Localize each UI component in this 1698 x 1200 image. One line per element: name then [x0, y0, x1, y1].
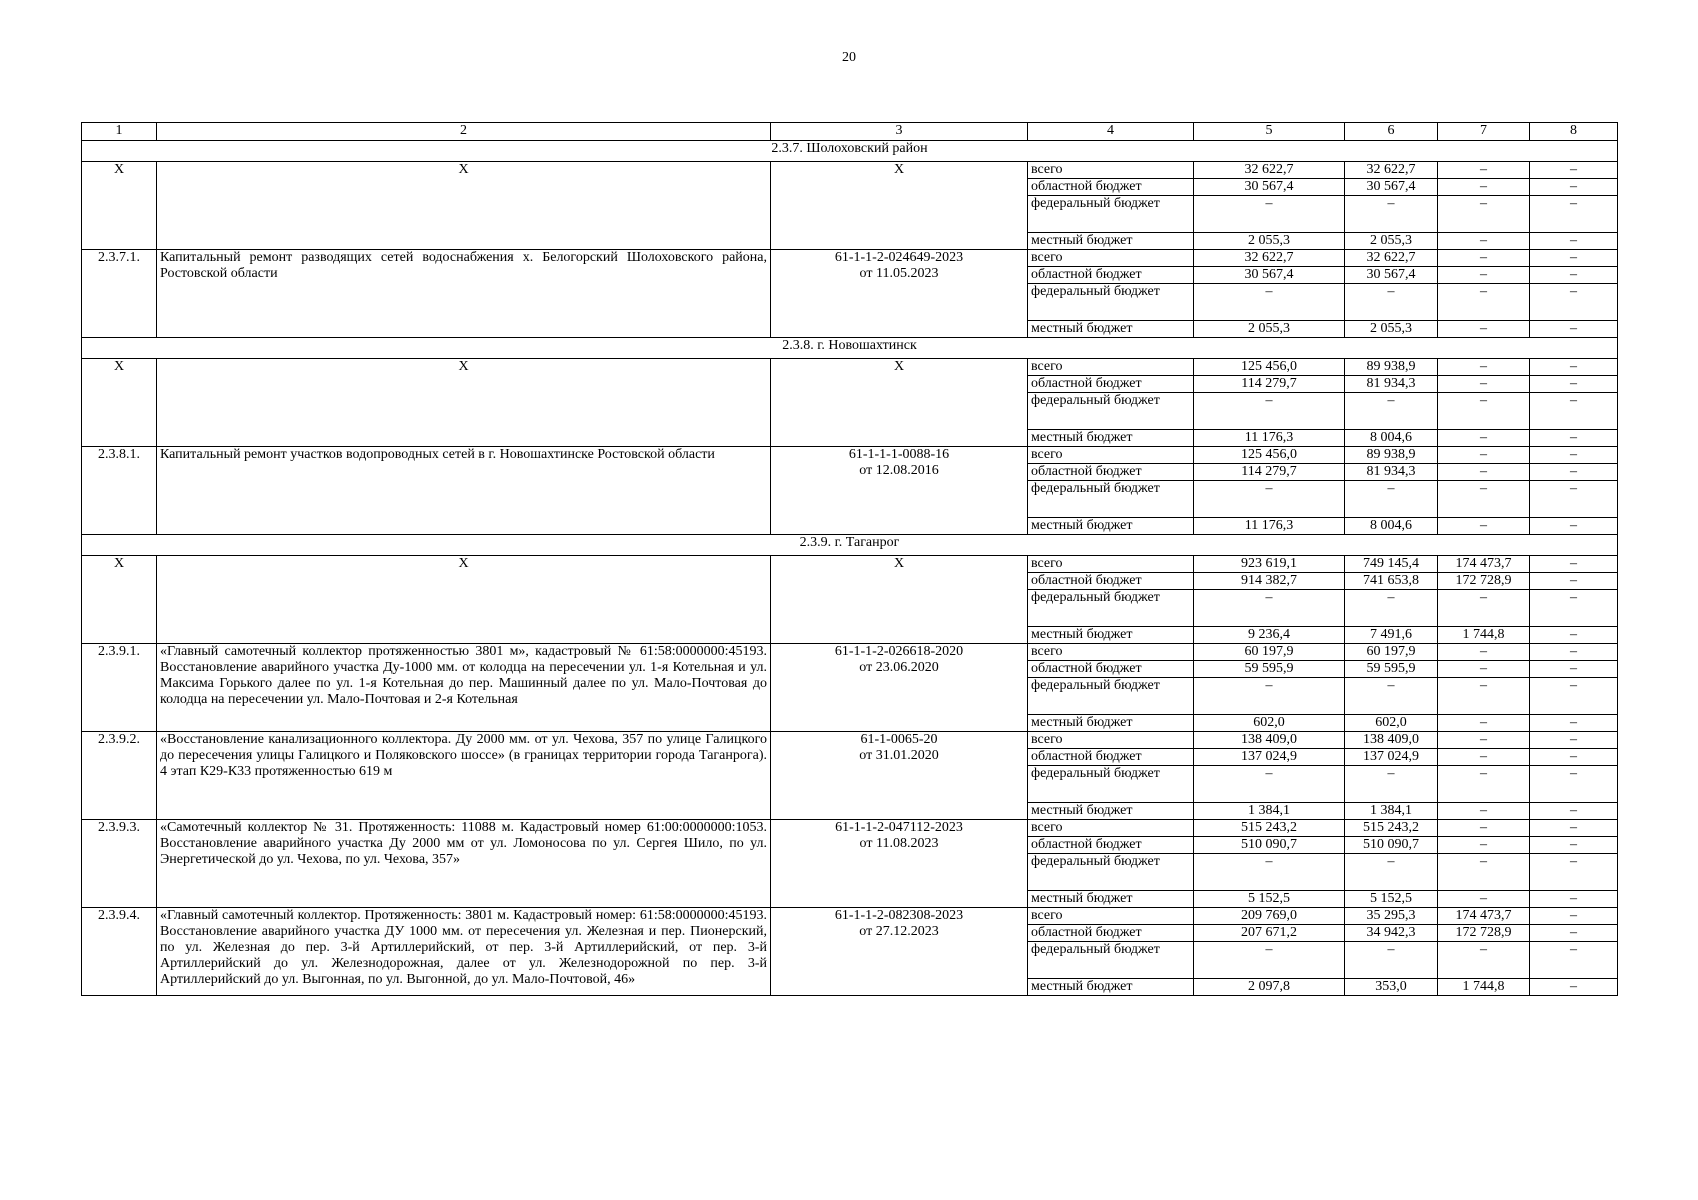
amount-cell: – — [1438, 942, 1530, 979]
amount-cell: 81 934,3 — [1345, 376, 1438, 393]
amount-cell: – — [1438, 820, 1530, 837]
project-row — [82, 447, 1618, 464]
amount-cell: – — [1438, 854, 1530, 891]
row-code: 2.3.9.3. — [82, 820, 157, 908]
registration-date: от 11.08.2023 — [859, 836, 939, 851]
column-header: 3 — [771, 123, 1028, 141]
amount-cell: – — [1438, 284, 1530, 321]
registration-number: X — [893, 556, 905, 571]
row-code: 2.3.9.4. — [82, 908, 157, 996]
amount-cell: 35 295,3 — [1345, 908, 1438, 925]
amount-cell: 34 942,3 — [1345, 925, 1438, 942]
registration-cell — [771, 908, 1028, 996]
row-code: X — [82, 162, 157, 250]
funding-source: местный бюджет — [1028, 518, 1194, 535]
funding-source: всего — [1028, 732, 1194, 749]
funding-source: федеральный бюджет — [1028, 678, 1194, 715]
amount-cell: – — [1530, 196, 1618, 233]
amount-cell: – — [1530, 678, 1618, 715]
amount-cell: – — [1530, 854, 1618, 891]
amount-cell: 515 243,2 — [1345, 820, 1438, 837]
funding-source: всего — [1028, 820, 1194, 837]
section-row — [82, 338, 1618, 359]
amount-cell: – — [1438, 766, 1530, 803]
amount-cell: – — [1194, 678, 1345, 715]
amount-cell: 81 934,3 — [1345, 464, 1438, 481]
funding-source: всего — [1028, 447, 1194, 464]
funding-source: местный бюджет — [1028, 321, 1194, 338]
column-header: 5 — [1194, 123, 1345, 141]
amount-cell: – — [1438, 732, 1530, 749]
funding-source: федеральный бюджет — [1028, 284, 1194, 321]
amount-cell: – — [1194, 284, 1345, 321]
funding-source: всего — [1028, 644, 1194, 661]
amount-cell: 172 728,9 — [1438, 925, 1530, 942]
registration-cell — [771, 359, 1028, 447]
amount-cell: – — [1438, 376, 1530, 393]
amount-cell: – — [1194, 196, 1345, 233]
registration-number: 61-1-0065-20 — [860, 732, 938, 747]
funding-source: областной бюджет — [1028, 376, 1194, 393]
project-row — [82, 250, 1618, 267]
amount-cell: – — [1530, 661, 1618, 678]
project-name: «Восстановление канализационного коллектора. Ду 2000 мм. от ул. Чехова, 357 по улице Галицкого до пересечения улицы Галицкого и Поляковского шоссе» (в границах территории города Таганрога). 4 этап К29-К33 протяженностью 619 м — [157, 732, 771, 820]
project-name: Капитальный ремонт разводящих сетей водоснабжения х. Белогорский Шолоховского района, Ростовской области — [157, 250, 771, 338]
funding-source: федеральный бюджет — [1028, 393, 1194, 430]
funding-source: областной бюджет — [1028, 661, 1194, 678]
amount-cell: 1 744,8 — [1438, 627, 1530, 644]
amount-cell: – — [1530, 803, 1618, 820]
amount-cell: 174 473,7 — [1438, 556, 1530, 573]
amount-cell: – — [1530, 644, 1618, 661]
amount-cell: – — [1530, 376, 1618, 393]
amount-cell: 137 024,9 — [1345, 749, 1438, 766]
project-name: Капитальный ремонт участков водопроводных сетей в г. Новошахтинске Ростовской области — [157, 447, 771, 535]
amount-cell: – — [1438, 749, 1530, 766]
funding-source: областной бюджет — [1028, 464, 1194, 481]
registration-cell — [771, 447, 1028, 535]
amount-cell: – — [1194, 590, 1345, 627]
amount-cell: – — [1438, 518, 1530, 535]
section-title: 2.3.7. Шолоховский район — [82, 141, 1618, 162]
amount-cell: – — [1530, 481, 1618, 518]
row-code: 2.3.8.1. — [82, 447, 157, 535]
amount-cell: 137 024,9 — [1194, 749, 1345, 766]
amount-cell: – — [1530, 627, 1618, 644]
funding-source: федеральный бюджет — [1028, 942, 1194, 979]
registration-cell — [771, 250, 1028, 338]
funding-source: областной бюджет — [1028, 179, 1194, 196]
amount-cell: – — [1438, 359, 1530, 376]
amount-cell: – — [1438, 179, 1530, 196]
amount-cell: – — [1530, 518, 1618, 535]
amount-cell: 125 456,0 — [1194, 359, 1345, 376]
funding-source: областной бюджет — [1028, 837, 1194, 854]
registration-cell — [771, 732, 1028, 820]
project-name: X — [157, 556, 771, 644]
financing-table — [81, 122, 1618, 996]
column-header: 1 — [82, 123, 157, 141]
amount-cell: – — [1438, 162, 1530, 179]
amount-cell: – — [1530, 715, 1618, 732]
amount-cell: 8 004,6 — [1345, 430, 1438, 447]
project-name: «Главный самотечный коллектор протяженностью 3801 м», кадастровый № 61:58:0000000:45193. Восстановление аварийного участка Ду-1000 мм. от колодца на пересечении ул. 1-я Котельная и ул. Максима Горького далее по ул. 1-я Котельная до пер. Машинный далее по ул. Мало-Почтовая до колодца на пересечении ул. Мало-Почтовая и 2-я Котельная — [157, 644, 771, 732]
amount-cell: – — [1438, 233, 1530, 250]
row-code: 2.3.7.1. — [82, 250, 157, 338]
amount-cell: – — [1194, 854, 1345, 891]
amount-cell: 8 004,6 — [1345, 518, 1438, 535]
funding-source: всего — [1028, 162, 1194, 179]
amount-cell: – — [1438, 678, 1530, 715]
amount-cell: 11 176,3 — [1194, 518, 1345, 535]
amount-cell: – — [1530, 179, 1618, 196]
funding-source: областной бюджет — [1028, 267, 1194, 284]
amount-cell: 138 409,0 — [1194, 732, 1345, 749]
amount-cell: 32 622,7 — [1194, 162, 1345, 179]
amount-cell: 914 382,7 — [1194, 573, 1345, 590]
amount-cell: 5 152,5 — [1345, 891, 1438, 908]
section-title: 2.3.8. г. Новошахтинск — [82, 338, 1618, 359]
header-row — [82, 123, 1618, 141]
amount-cell: – — [1345, 854, 1438, 891]
amount-cell: – — [1530, 766, 1618, 803]
funding-source: федеральный бюджет — [1028, 481, 1194, 518]
amount-cell: 353,0 — [1345, 979, 1438, 996]
project-name: X — [157, 162, 771, 250]
amount-cell: 30 567,4 — [1194, 267, 1345, 284]
amount-cell: 9 236,4 — [1194, 627, 1345, 644]
amount-cell: 1 384,1 — [1194, 803, 1345, 820]
project-name: «Самотечный коллектор № 31. Протяженность: 11088 м. Кадастровый номер 61:00:0000000:1053. Восстановление аварийного участка Ду 2000 мм от ул. Ломоносова по ул. Сергея Шило, по ул. Энергетической до ул. Чехова, по ул. Чехова, 357» — [157, 820, 771, 908]
amount-cell: 30 567,4 — [1345, 179, 1438, 196]
amount-cell: – — [1438, 715, 1530, 732]
amount-cell: 11 176,3 — [1194, 430, 1345, 447]
amount-cell: 60 197,9 — [1194, 644, 1345, 661]
amount-cell: 602,0 — [1194, 715, 1345, 732]
amount-cell: – — [1530, 233, 1618, 250]
amount-cell: – — [1438, 837, 1530, 854]
row-code: X — [82, 556, 157, 644]
amount-cell: 172 728,9 — [1438, 573, 1530, 590]
amount-cell: 32 622,7 — [1345, 162, 1438, 179]
amount-cell: – — [1530, 732, 1618, 749]
column-header: 8 — [1530, 123, 1618, 141]
project-row — [82, 732, 1618, 749]
column-header: 2 — [157, 123, 771, 141]
amount-cell: – — [1438, 250, 1530, 267]
amount-cell: – — [1438, 644, 1530, 661]
amount-cell: 7 491,6 — [1345, 627, 1438, 644]
funding-source: всего — [1028, 556, 1194, 573]
amount-cell: – — [1438, 430, 1530, 447]
funding-source: федеральный бюджет — [1028, 590, 1194, 627]
registration-cell — [771, 162, 1028, 250]
amount-cell: – — [1530, 908, 1618, 925]
funding-source: областной бюджет — [1028, 573, 1194, 590]
amount-cell: 114 279,7 — [1194, 464, 1345, 481]
row-code: 2.3.9.1. — [82, 644, 157, 732]
amount-cell: 89 938,9 — [1345, 447, 1438, 464]
registration-number: X — [893, 359, 905, 374]
amount-cell: – — [1438, 393, 1530, 430]
registration-number: 61-1-1-1-0088-16 — [848, 447, 950, 462]
amount-cell: – — [1530, 393, 1618, 430]
amount-cell: – — [1345, 284, 1438, 321]
amount-cell: – — [1438, 267, 1530, 284]
amount-cell: 174 473,7 — [1438, 908, 1530, 925]
amount-cell: 89 938,9 — [1345, 359, 1438, 376]
amount-cell: – — [1345, 590, 1438, 627]
amount-cell: – — [1530, 284, 1618, 321]
column-header: 4 — [1028, 123, 1194, 141]
row-code: 2.3.9.2. — [82, 732, 157, 820]
amount-cell: – — [1530, 573, 1618, 590]
amount-cell: – — [1345, 196, 1438, 233]
registration-number: 61-1-1-2-024649-2023 — [834, 250, 964, 265]
amount-cell: 2 055,3 — [1194, 233, 1345, 250]
amount-cell: – — [1530, 590, 1618, 627]
amount-cell: 125 456,0 — [1194, 447, 1345, 464]
amount-cell: 32 622,7 — [1345, 250, 1438, 267]
column-header: 7 — [1438, 123, 1530, 141]
amount-cell: 510 090,7 — [1194, 837, 1345, 854]
amount-cell: – — [1438, 661, 1530, 678]
amount-cell: 114 279,7 — [1194, 376, 1345, 393]
amount-cell: – — [1438, 447, 1530, 464]
amount-cell: 5 152,5 — [1194, 891, 1345, 908]
amount-cell: 30 567,4 — [1345, 267, 1438, 284]
amount-cell: 59 595,9 — [1194, 661, 1345, 678]
funding-source: областной бюджет — [1028, 925, 1194, 942]
project-row — [82, 908, 1618, 925]
registration-number: 61-1-1-2-082308-2023 — [834, 908, 964, 923]
amount-cell: 207 671,2 — [1194, 925, 1345, 942]
amount-cell: 209 769,0 — [1194, 908, 1345, 925]
registration-date: от 11.05.2023 — [859, 266, 939, 281]
amount-cell: – — [1530, 250, 1618, 267]
funding-source: местный бюджет — [1028, 715, 1194, 732]
amount-cell: – — [1530, 464, 1618, 481]
registration-date: от 31.01.2020 — [859, 748, 939, 763]
amount-cell: – — [1438, 803, 1530, 820]
amount-cell: 2 055,3 — [1194, 321, 1345, 338]
section-title: 2.3.9. г. Таганрог — [82, 535, 1618, 556]
funding-source: всего — [1028, 250, 1194, 267]
amount-cell: 515 243,2 — [1194, 820, 1345, 837]
funding-source: всего — [1028, 908, 1194, 925]
amount-cell: – — [1530, 267, 1618, 284]
amount-cell: – — [1345, 481, 1438, 518]
amount-cell: – — [1345, 393, 1438, 430]
amount-cell: – — [1438, 321, 1530, 338]
amount-cell: 2 055,3 — [1345, 321, 1438, 338]
funding-source: местный бюджет — [1028, 233, 1194, 250]
amount-cell: – — [1438, 891, 1530, 908]
amount-cell: 1 384,1 — [1345, 803, 1438, 820]
funding-source: федеральный бюджет — [1028, 766, 1194, 803]
amount-cell: – — [1345, 942, 1438, 979]
total-row — [82, 556, 1618, 573]
amount-cell: – — [1438, 196, 1530, 233]
funding-source: местный бюджет — [1028, 891, 1194, 908]
amount-cell: 30 567,4 — [1194, 179, 1345, 196]
amount-cell: – — [1530, 942, 1618, 979]
amount-cell: – — [1530, 321, 1618, 338]
row-code: X — [82, 359, 157, 447]
amount-cell: – — [1530, 925, 1618, 942]
amount-cell: 923 619,1 — [1194, 556, 1345, 573]
funding-source: федеральный бюджет — [1028, 854, 1194, 891]
total-row — [82, 359, 1618, 376]
amount-cell: 741 653,8 — [1345, 573, 1438, 590]
funding-source: местный бюджет — [1028, 979, 1194, 996]
amount-cell: 32 622,7 — [1194, 250, 1345, 267]
amount-cell: – — [1530, 430, 1618, 447]
amount-cell: – — [1438, 481, 1530, 518]
amount-cell: 1 744,8 — [1438, 979, 1530, 996]
project-name: «Главный самотечный коллектор. Протяженность: 3801 м. Кадастровый номер: 61:58:0000000:45193. Восстановление аварийного участка ДУ 1000 мм. от пересечения ул. Железная и пер. Пионерский, по ул. Железная до пер. 3-й Артиллерийский, от пер. 3-й Артиллерийский, от пер. 3-й Артиллерийский до ул. Железнодорожная, далее от ул. Железнодорожной по пер. 3-й Артиллерийский до ул. Выгонная, по ул. Выгонной, до ул. Мало-Почтовой, 46» — [157, 908, 771, 996]
section-row — [82, 535, 1618, 556]
amount-cell: – — [1530, 447, 1618, 464]
funding-source: федеральный бюджет — [1028, 196, 1194, 233]
registration-cell — [771, 820, 1028, 908]
amount-cell: – — [1438, 464, 1530, 481]
amount-cell: – — [1530, 556, 1618, 573]
funding-source: местный бюджет — [1028, 803, 1194, 820]
amount-cell: – — [1194, 766, 1345, 803]
amount-cell: 138 409,0 — [1345, 732, 1438, 749]
project-name: X — [157, 359, 771, 447]
registration-number: 61-1-1-2-047112-2023 — [835, 820, 963, 835]
amount-cell: – — [1530, 837, 1618, 854]
amount-cell: – — [1345, 678, 1438, 715]
registration-date: от 27.12.2023 — [859, 924, 939, 939]
amount-cell: – — [1530, 359, 1618, 376]
amount-cell: 749 145,4 — [1345, 556, 1438, 573]
amount-cell: – — [1438, 590, 1530, 627]
amount-cell: – — [1194, 942, 1345, 979]
registration-date: от 23.06.2020 — [859, 660, 939, 675]
amount-cell: – — [1194, 481, 1345, 518]
amount-cell: 59 595,9 — [1345, 661, 1438, 678]
amount-cell: 510 090,7 — [1345, 837, 1438, 854]
registration-cell — [771, 644, 1028, 732]
amount-cell: – — [1530, 891, 1618, 908]
funding-source: местный бюджет — [1028, 627, 1194, 644]
amount-cell: 2 097,8 — [1194, 979, 1345, 996]
amount-cell: 2 055,3 — [1345, 233, 1438, 250]
amount-cell: – — [1530, 820, 1618, 837]
amount-cell: 602,0 — [1345, 715, 1438, 732]
amount-cell: – — [1530, 162, 1618, 179]
amount-cell: – — [1345, 766, 1438, 803]
amount-cell: – — [1530, 979, 1618, 996]
amount-cell: 60 197,9 — [1345, 644, 1438, 661]
registration-number: X — [893, 162, 905, 177]
section-row — [82, 141, 1618, 162]
amount-cell: – — [1530, 749, 1618, 766]
funding-source: областной бюджет — [1028, 749, 1194, 766]
column-header: 6 — [1345, 123, 1438, 141]
page-number: 20 — [842, 50, 856, 65]
registration-number: 61-1-1-2-026618-2020 — [834, 644, 964, 659]
registration-cell — [771, 556, 1028, 644]
funding-source: всего — [1028, 359, 1194, 376]
project-row — [82, 820, 1618, 837]
amount-cell: – — [1194, 393, 1345, 430]
funding-source: местный бюджет — [1028, 430, 1194, 447]
registration-date: от 12.08.2016 — [859, 463, 939, 478]
total-row — [82, 162, 1618, 179]
project-row — [82, 644, 1618, 661]
